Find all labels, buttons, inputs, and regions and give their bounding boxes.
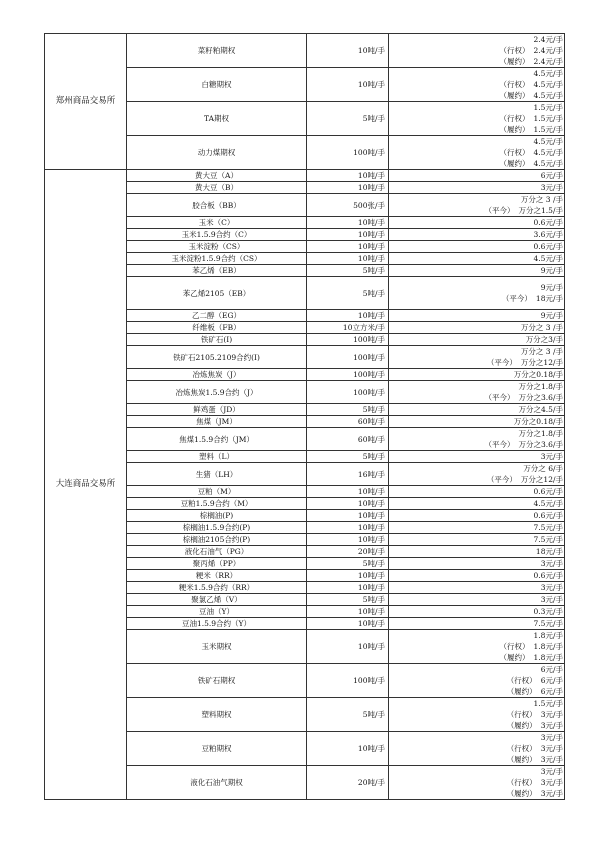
trade-unit: 10吨/手 (307, 170, 389, 182)
trade-unit: 100吨/手 (307, 346, 389, 369)
product-name: 苯乙烯2105（EB） (127, 277, 307, 310)
fee-line (390, 124, 563, 135)
fee-value: 3元/手 (540, 778, 563, 787)
fee-line (390, 170, 563, 181)
trade-unit: 5吨/手 (307, 558, 389, 570)
fee-cell (389, 606, 565, 618)
fee-annotation: （平今） (484, 393, 515, 402)
trade-unit: 500张/手 (307, 194, 389, 217)
fee-line (390, 90, 563, 101)
fee-line (390, 558, 563, 569)
fee-value: 0.6元/手 (533, 487, 563, 496)
fee-line (390, 136, 563, 147)
fee-value: 万分之0.18/手 (513, 417, 563, 426)
fee-annotation: （行权） (506, 744, 537, 753)
fee-value: 4.5元/手 (533, 254, 563, 263)
fee-cell (389, 136, 565, 170)
fee-annotation: （履约） (499, 91, 530, 100)
trade-unit: 10吨/手 (307, 630, 389, 664)
fee-value: 4.5元/手 (533, 80, 563, 89)
fee-line (390, 594, 563, 605)
fee-annotation: （平今） (484, 206, 515, 215)
product-name: 棕榈油(P) (127, 510, 307, 522)
fee-value: 1.5元/手 (533, 125, 563, 134)
fee-value: 9元/手 (540, 311, 563, 320)
fee-line (390, 293, 563, 304)
fee-cell (389, 229, 565, 241)
fee-line (390, 451, 563, 462)
fee-line (390, 381, 563, 392)
fee-value: 3元/手 (540, 721, 563, 730)
product-name: 塑料期权 (127, 698, 307, 732)
fee-value: 万分之 6/手 (523, 464, 563, 473)
fee-cell (389, 182, 565, 194)
fee-line (390, 766, 563, 777)
fee-line (390, 56, 563, 67)
product-name: 豆油（Y） (127, 606, 307, 618)
fee-line (390, 720, 563, 731)
fee-value: 1.5元/手 (533, 114, 563, 123)
fee-value: 3元/手 (540, 183, 563, 192)
product-name: 豆粕1.5.9合约（M） (127, 498, 307, 510)
product-name: 铁矿石2105.2109合约(I) (127, 346, 307, 369)
trade-unit: 10吨/手 (307, 618, 389, 630)
fee-value: 7.5元/手 (533, 535, 563, 544)
trade-unit: 10吨/手 (307, 253, 389, 265)
fee-cell (389, 241, 565, 253)
fee-line (390, 217, 563, 228)
fee-cell (389, 451, 565, 463)
product-name: 玉米1.5.9合约（C） (127, 229, 307, 241)
fee-annotation: （平今） (486, 358, 517, 367)
trade-unit: 60吨/手 (307, 416, 389, 428)
product-name: 胶合板（BB） (127, 194, 307, 217)
trade-unit: 20吨/手 (307, 546, 389, 558)
fee-annotation: （履约） (506, 687, 537, 696)
product-name: 棕榈油2105合约(P) (127, 534, 307, 546)
fee-annotation: （行权） (499, 46, 530, 55)
fee-cell (389, 265, 565, 277)
fee-value: 6元/手 (540, 676, 563, 685)
product-name: 聚丙烯（PP） (127, 558, 307, 570)
fee-value: 0.6元/手 (533, 242, 563, 251)
fee-cell (389, 766, 565, 800)
fee-annotation: （履约） (506, 789, 537, 798)
trade-unit: 16吨/手 (307, 463, 389, 486)
trade-unit: 60吨/手 (307, 428, 389, 451)
trade-unit: 10吨/手 (307, 241, 389, 253)
fee-value: 6元/手 (540, 171, 563, 180)
fee-line (390, 68, 563, 79)
fee-value: 3元/手 (540, 595, 563, 604)
product-name: 乙二醇（EG） (127, 310, 307, 322)
fee-annotation: （履约） (506, 755, 537, 764)
fee-annotation: （行权） (506, 778, 537, 787)
fee-line (390, 369, 563, 380)
fee-line (390, 404, 563, 415)
fee-cell (389, 194, 565, 217)
trade-unit: 10吨/手 (307, 570, 389, 582)
fee-line (390, 698, 563, 709)
fee-cell (389, 404, 565, 416)
fee-cell (389, 558, 565, 570)
fee-line (390, 777, 563, 788)
fee-value: 0.6元/手 (533, 218, 563, 227)
fee-value: 18元/手 (535, 547, 563, 556)
fee-line (390, 182, 563, 193)
trade-unit: 5吨/手 (307, 265, 389, 277)
product-name: 焦煤（JM） (127, 416, 307, 428)
trade-unit: 10吨/手 (307, 68, 389, 102)
fee-line (390, 743, 563, 754)
product-name: 聚氯乙烯（V） (127, 594, 307, 606)
fee-annotation: （行权） (499, 148, 530, 157)
fee-line (390, 322, 563, 333)
fee-value: 3元/手 (540, 733, 563, 742)
fee-line (390, 788, 563, 799)
fee-cell (389, 510, 565, 522)
exchange-name: 大连商品交易所 (45, 170, 127, 800)
fee-value: 1.8元/手 (533, 642, 563, 651)
fee-line (390, 606, 563, 617)
trade-unit: 20吨/手 (307, 766, 389, 800)
fee-line (390, 158, 563, 169)
product-name: 生猪（LH） (127, 463, 307, 486)
fee-line (390, 498, 563, 509)
fee-line (390, 113, 563, 124)
product-name: 铁矿石(I) (127, 334, 307, 346)
fee-value: 0.6元/手 (533, 571, 563, 580)
fee-annotation: （平今） (484, 440, 515, 449)
fee-value: 万分之1.8/手 (518, 382, 563, 391)
fee-line (390, 675, 563, 686)
fee-value: 万分之1.5/手 (518, 206, 563, 215)
product-name: 玉米淀粉（CS） (127, 241, 307, 253)
fee-value: 3元/手 (540, 452, 563, 461)
product-name: 液化石油气期权 (127, 766, 307, 800)
fee-annotation: （履约） (499, 653, 530, 662)
fee-annotation: （行权） (499, 642, 530, 651)
trade-unit: 10吨/手 (307, 217, 389, 229)
trade-unit: 10吨/手 (307, 182, 389, 194)
fee-line (390, 522, 563, 533)
fee-line (390, 664, 563, 675)
product-name: 纤维板（FB） (127, 322, 307, 334)
trade-unit: 10吨/手 (307, 606, 389, 618)
fee-value: 0.6元/手 (533, 511, 563, 520)
fee-line (390, 253, 563, 264)
trade-unit: 10吨/手 (307, 310, 389, 322)
fee-value: 4.5元/手 (533, 499, 563, 508)
fee-line (390, 630, 563, 641)
product-name: 豆粕期权 (127, 732, 307, 766)
fee-line (390, 439, 563, 450)
trade-unit: 100吨/手 (307, 664, 389, 698)
fee-line (390, 709, 563, 720)
fee-line (390, 534, 563, 545)
fee-cell (389, 498, 565, 510)
fee-value: 3元/手 (540, 583, 563, 592)
fee-cell (389, 630, 565, 664)
fee-table-body (45, 34, 565, 800)
product-name: 菜籽粕期权 (127, 34, 307, 68)
fee-value: 万分之 3 /手 (520, 347, 563, 356)
fee-value: 3.6元/手 (533, 230, 563, 239)
product-name: 豆粕（M） (127, 486, 307, 498)
fee-cell (389, 664, 565, 698)
fee-line (390, 45, 563, 56)
product-name: 黄大豆（A） (127, 170, 307, 182)
product-name: 黄大豆（B） (127, 182, 307, 194)
trade-unit: 100吨/手 (307, 136, 389, 170)
fee-value: 万分之12/手 (520, 358, 563, 367)
fee-line (390, 546, 563, 557)
fee-line (390, 618, 563, 629)
fee-cell (389, 217, 565, 229)
fee-line (390, 346, 563, 357)
fee-line (390, 686, 563, 697)
product-name: 液化石油气（PG） (127, 546, 307, 558)
product-name: 塑料（L） (127, 451, 307, 463)
fee-cell (389, 322, 565, 334)
product-name: 玉米淀粉1.5.9合约（CS） (127, 253, 307, 265)
fee-value: 9元/手 (540, 283, 563, 292)
fee-annotation: （行权） (506, 710, 537, 719)
fee-line (390, 510, 563, 521)
fee-cell (389, 102, 565, 136)
fee-value: 万分之1.8/手 (518, 429, 563, 438)
trade-unit: 5吨/手 (307, 102, 389, 136)
trade-unit: 5吨/手 (307, 277, 389, 310)
fee-value: 万分之0.18/手 (513, 370, 563, 379)
fee-value: 4.5元/手 (533, 137, 563, 146)
product-name: 铁矿石期权 (127, 664, 307, 698)
fee-cell (389, 381, 565, 404)
fee-line (390, 147, 563, 158)
product-name: 玉米期权 (127, 630, 307, 664)
fee-line (390, 357, 563, 368)
fee-cell (389, 334, 565, 346)
fee-value: 万分之 3 /手 (520, 195, 563, 204)
fee-line (390, 486, 563, 497)
fee-value: 1.8元/手 (533, 653, 563, 662)
fee-line (390, 34, 563, 45)
fee-line (390, 241, 563, 252)
fee-value: 万分之4.5/手 (518, 405, 563, 414)
fee-cell (389, 277, 565, 310)
trade-unit: 10吨/手 (307, 486, 389, 498)
fee-cell (389, 68, 565, 102)
fee-value: 4.5元/手 (533, 91, 563, 100)
fee-cell (389, 594, 565, 606)
fee-value: 7.5元/手 (533, 619, 563, 628)
fee-value: 万分之 3 /手 (520, 323, 563, 332)
trade-unit: 100吨/手 (307, 334, 389, 346)
fee-cell (389, 732, 565, 766)
fee-value: 万分之12/手 (520, 475, 563, 484)
fee-value: 6元/手 (540, 687, 563, 696)
trade-unit: 10吨/手 (307, 582, 389, 594)
fee-value: 3元/手 (540, 744, 563, 753)
fee-cell (389, 170, 565, 182)
fee-line (390, 205, 563, 216)
fee-line (390, 428, 563, 439)
fee-value: 万分之3.6/手 (518, 440, 563, 449)
fee-value: 3元/手 (540, 789, 563, 798)
fee-line (390, 265, 563, 276)
fee-cell (389, 546, 565, 558)
product-name: 豆油1.5.9合约（Y） (127, 618, 307, 630)
fee-value: 万分之3.6/手 (518, 393, 563, 402)
fee-line (390, 310, 563, 321)
fee-value: 2.4元/手 (533, 46, 563, 55)
fee-value: 1.8元/手 (533, 631, 563, 640)
fee-line (390, 754, 563, 765)
fee-value: 7.5元/手 (533, 523, 563, 532)
fee-value: 4.5元/手 (533, 148, 563, 157)
product-name: 粳米1.5.9合约（RR） (127, 582, 307, 594)
fee-line (390, 416, 563, 427)
fee-annotation: （行权） (499, 114, 530, 123)
fee-line (390, 570, 563, 581)
table-row (45, 170, 565, 182)
trade-unit: 10吨/手 (307, 498, 389, 510)
fee-line (390, 79, 563, 90)
fee-line (390, 474, 563, 485)
fee-value: 0.3元/手 (533, 607, 563, 616)
fee-cell (389, 310, 565, 322)
fee-cell (389, 582, 565, 594)
fee-value: 4.5元/手 (533, 69, 563, 78)
fee-line (390, 229, 563, 240)
fee-cell (389, 618, 565, 630)
fee-cell (389, 253, 565, 265)
fee-value: 1.5元/手 (533, 103, 563, 112)
fee-cell (389, 534, 565, 546)
fee-annotation: （平今） (501, 294, 532, 303)
trade-unit: 10吨/手 (307, 732, 389, 766)
product-name: 焦煤1.5.9合约（JM） (127, 428, 307, 451)
fee-line (390, 334, 563, 345)
trade-unit: 100吨/手 (307, 369, 389, 381)
fee-annotation: （履约） (506, 721, 537, 730)
trade-unit: 100吨/手 (307, 381, 389, 404)
trade-unit: 10吨/手 (307, 34, 389, 68)
fee-line (390, 282, 563, 293)
product-name: 棕榈油1.5.9合约(P) (127, 522, 307, 534)
fee-value: 1.5元/手 (533, 699, 563, 708)
fee-annotation: （行权） (506, 676, 537, 685)
product-name: 鲜鸡蛋（JD） (127, 404, 307, 416)
product-name: 粳米（RR） (127, 570, 307, 582)
trade-unit: 10立方米/手 (307, 322, 389, 334)
fee-cell (389, 369, 565, 381)
fee-line (390, 732, 563, 743)
fee-cell (389, 698, 565, 732)
fee-value: 3元/手 (540, 559, 563, 568)
fee-line (390, 194, 563, 205)
trade-unit: 5吨/手 (307, 404, 389, 416)
fee-value: 6元/手 (540, 665, 563, 674)
fee-annotation: （履约） (499, 57, 530, 66)
product-name: 苯乙烯（EB） (127, 265, 307, 277)
product-name: TA期权 (127, 102, 307, 136)
fee-value: 4.5元/手 (533, 159, 563, 168)
trade-unit: 10吨/手 (307, 534, 389, 546)
fee-line (390, 392, 563, 403)
trade-unit: 5吨/手 (307, 451, 389, 463)
fee-value: 2.4元/手 (533, 57, 563, 66)
fee-cell (389, 34, 565, 68)
product-name: 玉米（C） (127, 217, 307, 229)
fee-cell (389, 486, 565, 498)
product-name: 冶炼焦炭（J） (127, 369, 307, 381)
fee-line (390, 102, 563, 113)
trade-unit: 5吨/手 (307, 698, 389, 732)
table-row (45, 34, 565, 68)
fee-value: 3元/手 (540, 767, 563, 776)
product-name: 动力煤期权 (127, 136, 307, 170)
exchange-name: 郑州商品交易所 (45, 34, 127, 170)
fee-line (390, 582, 563, 593)
fee-annotation: （履约） (499, 125, 530, 134)
fee-cell (389, 522, 565, 534)
fee-cell (389, 346, 565, 369)
fee-value: 2.4元/手 (533, 35, 563, 44)
fee-value: 9元/手 (540, 266, 563, 275)
fee-table (44, 33, 565, 800)
trade-unit: 10吨/手 (307, 510, 389, 522)
trade-unit: 10吨/手 (307, 229, 389, 241)
fee-value: 3元/手 (540, 710, 563, 719)
fee-cell (389, 428, 565, 451)
product-name: 冶炼焦炭1.5.9合约（J） (127, 381, 307, 404)
fee-value: 3元/手 (540, 755, 563, 764)
fee-value: 万分之3/手 (525, 335, 563, 344)
trade-unit: 10吨/手 (307, 522, 389, 534)
fee-cell (389, 416, 565, 428)
fee-line (390, 641, 563, 652)
fee-cell (389, 463, 565, 486)
fee-annotation: （行权） (499, 80, 530, 89)
fee-line (390, 652, 563, 663)
fee-cell (389, 570, 565, 582)
fee-annotation: （履约） (499, 159, 530, 168)
fee-annotation: （平今） (486, 475, 517, 484)
trade-unit: 5吨/手 (307, 594, 389, 606)
fee-line (390, 463, 563, 474)
product-name: 白糖期权 (127, 68, 307, 102)
fee-value: 18元/手 (535, 294, 563, 303)
